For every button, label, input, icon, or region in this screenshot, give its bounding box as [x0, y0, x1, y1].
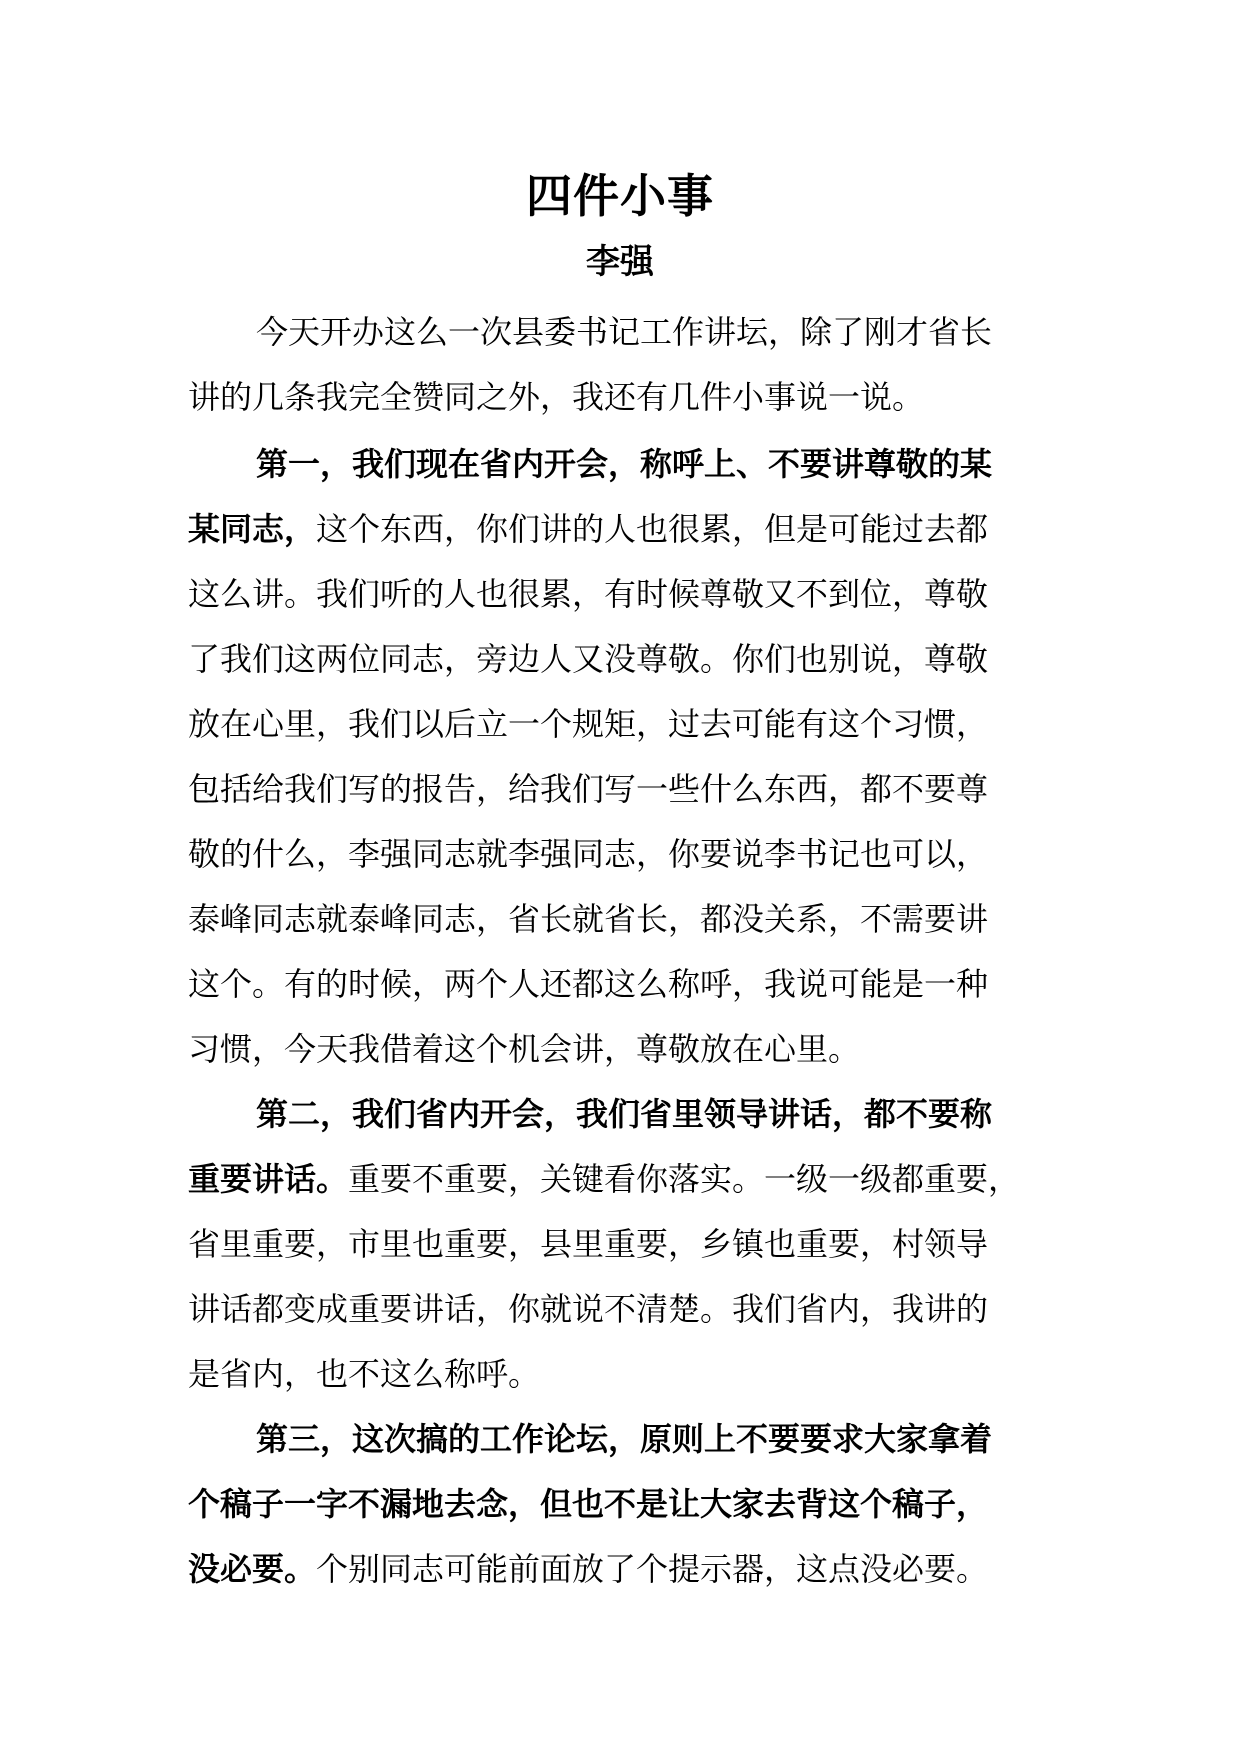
text-line: 包括给我们写的报告，给我们写一些什么东西，都不要尊 [188, 770, 989, 808]
text-segment: 重要不重要，关键看你落实。一级一级都重要， [348, 1160, 1021, 1198]
bold-lead: 重要讲话。 [188, 1160, 349, 1198]
bold-lead: 没必要。 [188, 1550, 317, 1588]
text-line: 第三，这次搞的工作论坛，原则上不要要求大家拿着 [256, 1420, 993, 1458]
text-segment: 个别同志可能前面放了个提示器，这点没必要。 [316, 1550, 989, 1588]
text-segment: 这个东西，你们讲的人也很累，但是可能过去都 [316, 510, 989, 548]
text-line: 第二，我们省内开会，我们省里领导讲话，都不要称 [256, 1095, 993, 1133]
text-line: 泰峰同志就泰峰同志，省长就省长，都没关系，不需要讲 [188, 900, 989, 938]
text-line [188, 1537, 1058, 1602]
document-body [188, 300, 1058, 1602]
text-line: 省里重要，市里也重要，县里重要，乡镇也重要，村领导 [188, 1225, 989, 1263]
text-line: 个稿子一字不漏地去念，但也不是让大家去背这个稿子， [188, 1485, 989, 1523]
text-line: 这么讲。我们听的人也很累，有时候尊敬又不到位，尊敬 [188, 575, 989, 613]
text-line [188, 1147, 1058, 1212]
paragraph-third-point [188, 1407, 1058, 1602]
paragraph-first-point [188, 432, 1058, 1082]
text-line: 敬的什么，李强同志就李强同志，你要说李书记也可以， [188, 835, 989, 873]
text-line: 今天开办这么一次县委书记工作讲坛，除了刚才省长 [256, 313, 993, 351]
text-line: 讲的几条我完全赞同之外，我还有几件小事说一说。 [188, 378, 925, 416]
paragraph-second-point [188, 1082, 1058, 1407]
text-line: 这个。有的时候，两个人还都这么称呼，我说可能是一种 [188, 965, 989, 1003]
text-line: 习惯，今天我借着这个机会讲，尊敬放在心里。 [188, 1030, 861, 1068]
text-line: 第一，我们现在省内开会，称呼上、不要讲尊敬的某 [256, 445, 993, 483]
document-author: 李强 [586, 242, 654, 282]
document-title: 四件小事 [526, 169, 714, 223]
text-line: 放在心里，我们以后立一个规矩，过去可能有这个习惯， [188, 705, 989, 743]
text-line: 讲话都变成重要讲话，你就说不清楚。我们省内，我讲的 [188, 1290, 989, 1328]
paragraph-intro [188, 300, 1058, 430]
text-line [188, 497, 1058, 562]
text-line: 是省内，也不这么称呼。 [188, 1355, 541, 1393]
bold-lead: 某同志， [188, 510, 317, 548]
text-line: 了我们这两位同志，旁边人又没尊敬。你们也别说，尊敬 [188, 640, 989, 678]
